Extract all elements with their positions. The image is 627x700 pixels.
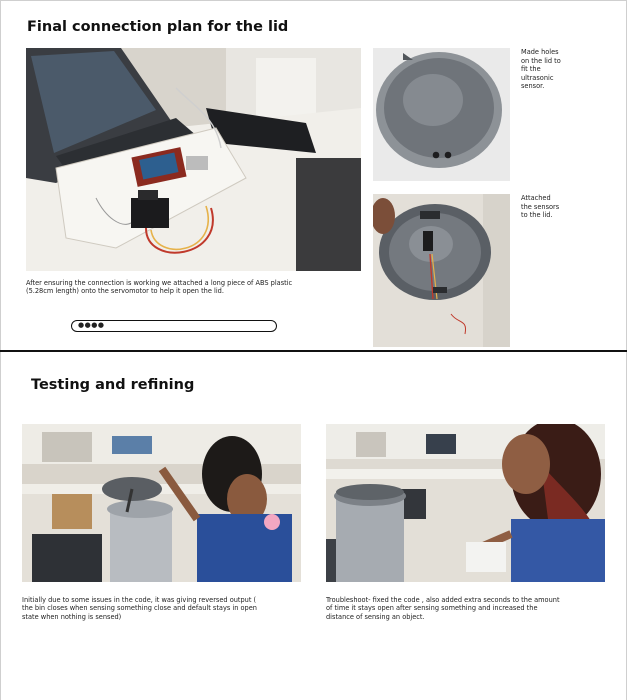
caption-line: After ensuring the connection is working we attached a long piece of ABS plastic [26,279,293,287]
testing-bin-photo [22,424,301,582]
note-sensors [521,194,581,220]
note-line: Attached [521,194,551,202]
note-line: Made holes [521,48,559,56]
troubleshoot-bin-photo [326,424,605,582]
slide1-caption [26,279,366,296]
caption-line: the bin closes when sensing something close and default stays in open [22,604,257,613]
note-line: sensor. [521,82,545,91]
caption-line: of time it stays open after sensing something and increased the [326,604,538,613]
note-line: ultrasonic [521,73,554,82]
slide-testing-and-refining [0,352,627,700]
slide-progress-bar [71,320,277,332]
lid-sensors-photo [373,194,510,347]
caption-line: state when nothing is sensed) [22,612,122,621]
caption-line: (5.28cm length) onto the servomotor to help it open the lid. [26,287,224,296]
progress-dots: ●●●● [78,321,105,330]
slide2-caption-right [326,596,616,621]
lid-holes-photo [373,48,510,181]
note-line: on the lid to [521,56,561,65]
note-line: fit the [521,65,541,74]
caption-line: distance of sensing an object. [326,612,425,621]
arduino-servo-photo [26,48,361,271]
caption-line: Initially due to some issues in the code, it was giving reversed output ( [22,596,257,604]
caption-line: Troubleshoot- fixed the code , also added extra seconds to the amount [326,596,560,604]
note-holes [521,48,581,91]
slide2-caption-left [22,596,312,621]
slide-title: Final connection plan for the lid [27,19,289,35]
note-line: to the lid. [521,211,553,220]
note-line: the sensors [521,202,560,211]
slide-title: Testing and refining [31,377,195,393]
